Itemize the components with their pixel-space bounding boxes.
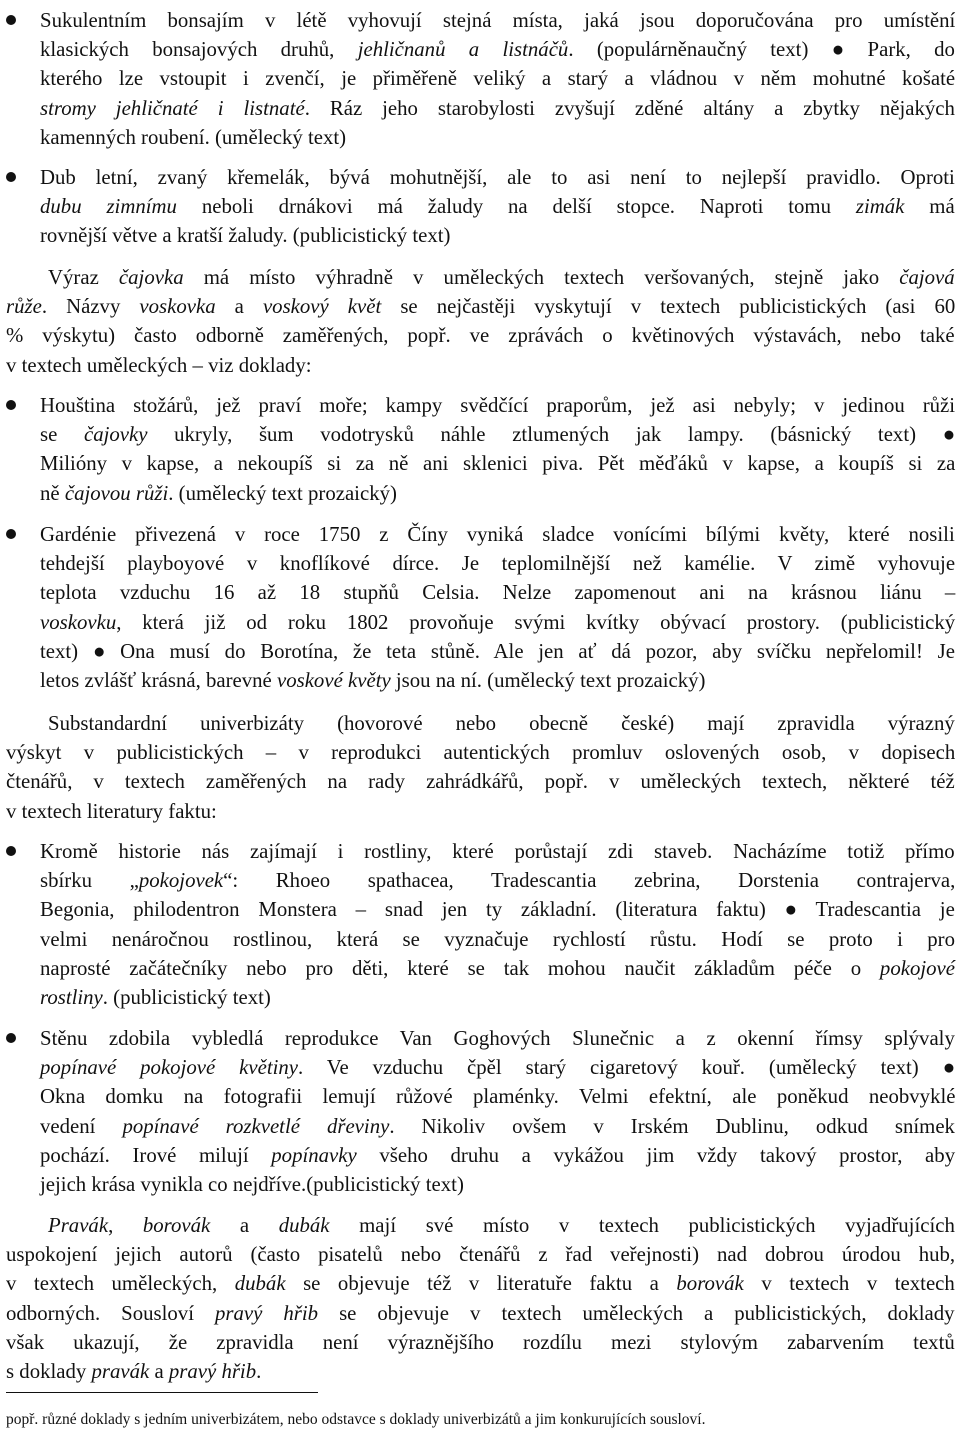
text-line: Houština stožárů, jež praví moře; kampy svědčící praporům, jež asi nebyly; v jedinou růži [40, 394, 956, 417]
bullet-icon [6, 15, 16, 25]
text-line: kterého lze vstoupit i zvenčí, je přiměřeně veliký a starý a vládnou v něm mohutné košaté [40, 67, 956, 91]
text-line: s doklady pravák a pravý hřib. [6, 1360, 262, 1383]
text-line: Gardénie přivezená v roce 1750 z Číny vyniká sladce vonícími bílými květy, které nosili [40, 523, 955, 546]
footnote: popř. různé doklady s jedním univerbizátem, nebo odstavce s doklady univerbizátů a jim konkurujících sousloví. [6, 1411, 706, 1428]
bullet-icon [6, 1033, 16, 1043]
text-line: dubu zimnímu neboli drnákovi má žaludy na delší stopce. Naproti tomu zimák má [40, 195, 955, 219]
text-line: pochází. Irové milují popínavky všeho druhu a vykážou jim vždy takový prostor, aby [40, 1143, 956, 1167]
text-line: tehdejší playboyové v knoflíkové dírce. Je teplomilnější než kamélie. V zimě vyhovuje [40, 552, 956, 576]
text-line: velmi nenáročnou rostlinou, která se vyznačuje rychlostí růstu. Hodí se proto i pro [40, 927, 955, 951]
text-line: Stěnu zdobila vybledlá reprodukce Van Goghových Slunečnic a z okenní římsy splývaly [40, 1027, 955, 1050]
text-line: text) ● Ona musí do Borotína, že teta stůně. Ale jen ať dá pozor, aby svíčku nepřelomil! Je [40, 639, 955, 663]
text-line: Begonia, philodentron Monstera – snad jen ty základní. (literatura faktu) ● Tradescantia je [40, 898, 955, 922]
text-line: Okna domku na fotografii lemují růžové plaménky. Velmi efektní, ale poněkud neobvyklé [40, 1085, 956, 1109]
text-line: čtenářů, v textech zaměřených na rady zahrádkářů, popř. v uměleckých textech, některé též [6, 770, 955, 794]
text-line: Pravák, borovák a dubák mají své místo v textech publicistických vyjadřujících [48, 1214, 955, 1237]
text-line: v textech literatury faktu: [6, 799, 217, 823]
text-line: klasických bonsajových druhů, jehličnanů a listnáčů. (populárněnaučný text) ● Park, do [40, 38, 955, 62]
text-line: Sukulentním bonsajím v létě vyhovují stejná místa, jaká jsou doporučována pro umístění [40, 9, 956, 32]
text-line: Milióny v kapse, a nekoupíš si za ně ani sklenici piva. Pět měďáků v kapse, a koupíš si za [40, 452, 956, 476]
bullet-icon [6, 846, 16, 856]
text-line: výskyt v publicistických – v reprodukci autentických promluv oslovených osob, v dopisech [6, 741, 956, 765]
bullet-icon [6, 400, 16, 410]
text-line: sbírku „pokojovek“: Rhoeo spathacea, Tradescantia zebrina, Dorstenia contrajerva, [40, 869, 956, 893]
footnote-rule [6, 1392, 318, 1393]
text-line: vedení popínavé rozkvetlé dřeviny. Nikoliv ovšem v Irském Dublinu, odkud snímek [40, 1114, 955, 1138]
text-line: uspokojení jejich autorů (často pisatelů nebo čtenářů z řad veřejnosti) nad dobrou úrodou hub, [6, 1243, 956, 1267]
text-line: popínavé pokojové květiny. Ve vzduchu čpěl starý cigaretový kouř. (umělecký text) ● [40, 1056, 956, 1080]
text-line: růže. Názvy voskovka a voskový květ se nejčastěji vyskytují v textech publicistických (asi 60 [6, 295, 956, 319]
text-line: však ukazují, že zpravidla není výraznějšího rozdílu mezi stylovým zabarvením textů [6, 1330, 955, 1354]
text-line: rostliny. (publicistický text) [40, 986, 271, 1009]
text-line: Dub letní, zvaný křemelák, bývá mohutnější, ale to asi není to nejlepší pravidlo. Oproti [40, 166, 955, 189]
text-line: rovnější větve a kratší žaludy. (publicistický text) [40, 224, 451, 248]
text-line: odborných. Sousloví pravý hřib se objevuje v textech uměleckých a publicistických, doklady [6, 1301, 955, 1325]
text-line: kamenných roubení. (umělecký text) [40, 125, 347, 149]
bullet-icon [6, 529, 16, 539]
text-line: Kromě historie nás zajímají i rostliny, které porůstají zdi staveb. Nacházíme totiž přímo [40, 840, 955, 863]
text-line: voskovku, která již od roku 1802 provoňuje svými kvítky obývací prostory. (publicistický [40, 610, 956, 634]
text-line: letos zvlášť krásná, barevné voskové květy jsou na ní. (umělecký text prozaický) [40, 669, 706, 692]
text-line: v textech uměleckých – viz doklady: [6, 353, 312, 377]
text-line: v textech uměleckých, dubák se objevuje též v literatuře faktu a borovák v textech v textech [6, 1272, 955, 1296]
text-line: % výskytu) často odborně zaměřených, popř. ve zprávách o květinových výstavách, nebo také [6, 324, 955, 348]
text-line: naprosté začátečníky nebo pro děti, které se tak mohou naučit základům péče o pokojové [40, 956, 955, 980]
text-line: teplota vzduchu 16 až 18 stupňů Celsia. Nelze zapomenout ani na krásnou liánu – [40, 581, 956, 605]
bullet-icon [6, 172, 16, 182]
text-line: jejich krása vynikla co nejdříve.(publicistický text) [40, 1173, 464, 1196]
text-line: Substandardní univerbizáty (hovorové nebo obecně české) mají zpravidla výrazný [48, 712, 955, 735]
text-line: stromy jehličnaté i listnaté. Ráz jeho starobylosti zvyšují zděné altány a zbytky nějakých [40, 96, 955, 120]
text-line: se čajovky ukryly, šum vodotrysků náhle ztlumených jak lampy. (básnický text) ● [40, 423, 956, 447]
text-line: Výraz čajovka má místo výhradně v uměleckých textech veršovaných, stejně jako čajová [48, 266, 955, 289]
text-line: ně čajovou růži. (umělecký text prozaický) [40, 481, 397, 505]
